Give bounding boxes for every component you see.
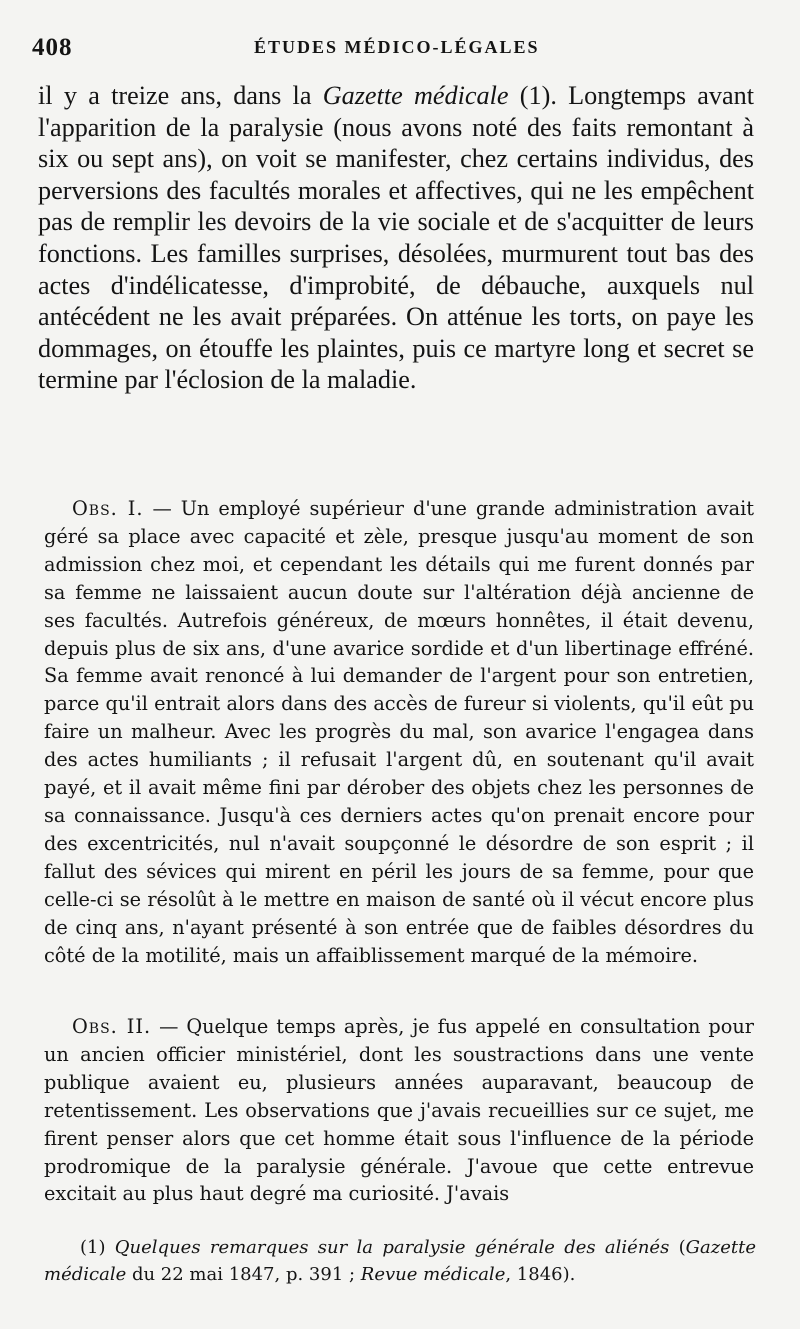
- footnote-journal-1: Gazette médicale: [44, 1237, 757, 1285]
- intro-text-rest: (1). Longtemps avant l'apparition de la paralysie (nous avons noté des faits remontant à six ou sept ans), on voit se manifester, chez certains individus, des perversions des facultés morales et affectives, qui ne les empêchent pas de remplir les devoirs de la vie sociale et de s'acquitter de leurs fonctions. Les familles surprises, désolées, murmurent tout bas des actes d'indélicatesse, d'improbité, de débauche, auxquels nul antécédent ne les avait préparées. On atténue les torts, on paye les dommages, on étouffe les plaintes, puis ce martyre long et secret se termine par l'éclosion de la maladie.: [38, 81, 754, 395]
- intro-text-start: il y a treize ans, dans la: [38, 81, 323, 110]
- observation-label: Obs. II.: [72, 1015, 152, 1038]
- intro-paragraph: [38, 80, 754, 396]
- page-header: [32, 34, 760, 64]
- footnote-text: , 1846).: [505, 1264, 576, 1285]
- intro-journal-title: Gazette médicale: [322, 81, 509, 110]
- footnote-journal-2: Revue médicale: [360, 1264, 506, 1285]
- footnote-marker: (1): [80, 1237, 115, 1258]
- observation-1: [44, 495, 754, 969]
- footnote-text: (: [669, 1237, 686, 1258]
- footnote-title: Quelques remarques sur la paralysie générale des aliénés: [114, 1237, 670, 1258]
- page-number: 408: [32, 34, 73, 61]
- footnote: [44, 1234, 756, 1288]
- observation-label: Obs. I.: [72, 497, 144, 520]
- footnote-text: du 22 mai 1847, p. 391 ;: [126, 1264, 361, 1285]
- observation-2: [44, 1013, 754, 1208]
- observation-text: — Un employé supérieur d'une grande administration avait géré sa place avec capacité et zèle, presque jusqu'au moment de son admission chez moi, et cependant les détails qui me furent donnés par sa femme ne laissaient aucun doute sur l'altération déjà ancienne de ses facultés. Autrefois généreux, de mœurs honnêtes, il était devenu, depuis plus de six ans, d'une avarice sordide et d'un libertinage effréné. Sa femme avait renoncé à lui demander de l'argent pour son entretien, parce qu'il entrait alors dans des accès de fureur si violents, qu'il eût pu faire un malheur. Avec les progrès du mal, son avarice l'engagea dans des actes humiliants ; il refusait l'argent dû, en soutenant qu'il avait payé, et il avait même fini par dérober des objets chez les personnes de sa connaissance. Jusqu'à ces derniers actes qu'on prenait encore pour des excentricités, nul n'avait soupçonné le désordre de son esprit ; il fallut des sévices qui mirent en péril les jours de sa femme, pour que celle-ci se résolût à le mettre en maison de santé où il vécut encore plus de cinq ans, n'ayant présenté à son entrée que de faibles désordres du côté de la motilité, mais un affaiblissement marqué de la mémoire.: [44, 497, 754, 967]
- running-title: ÉTUDES MÉDICO-LÉGALES: [254, 37, 540, 57]
- observation-text: — Quelque temps après, je fus appelé en consultation pour un ancien officier ministériel, dont les soustractions dans une vente publique avaient eu, plusieurs années auparavant, beaucoup de retentissement. Les observations que j'avais recueillies sur ce sujet, me firent penser alors que cet homme était sous l'influence de la période prodromique de la paralysie générale. J'avoue que cette entrevue excitait au plus haut degré ma curiosité. J'avais: [44, 1015, 755, 1206]
